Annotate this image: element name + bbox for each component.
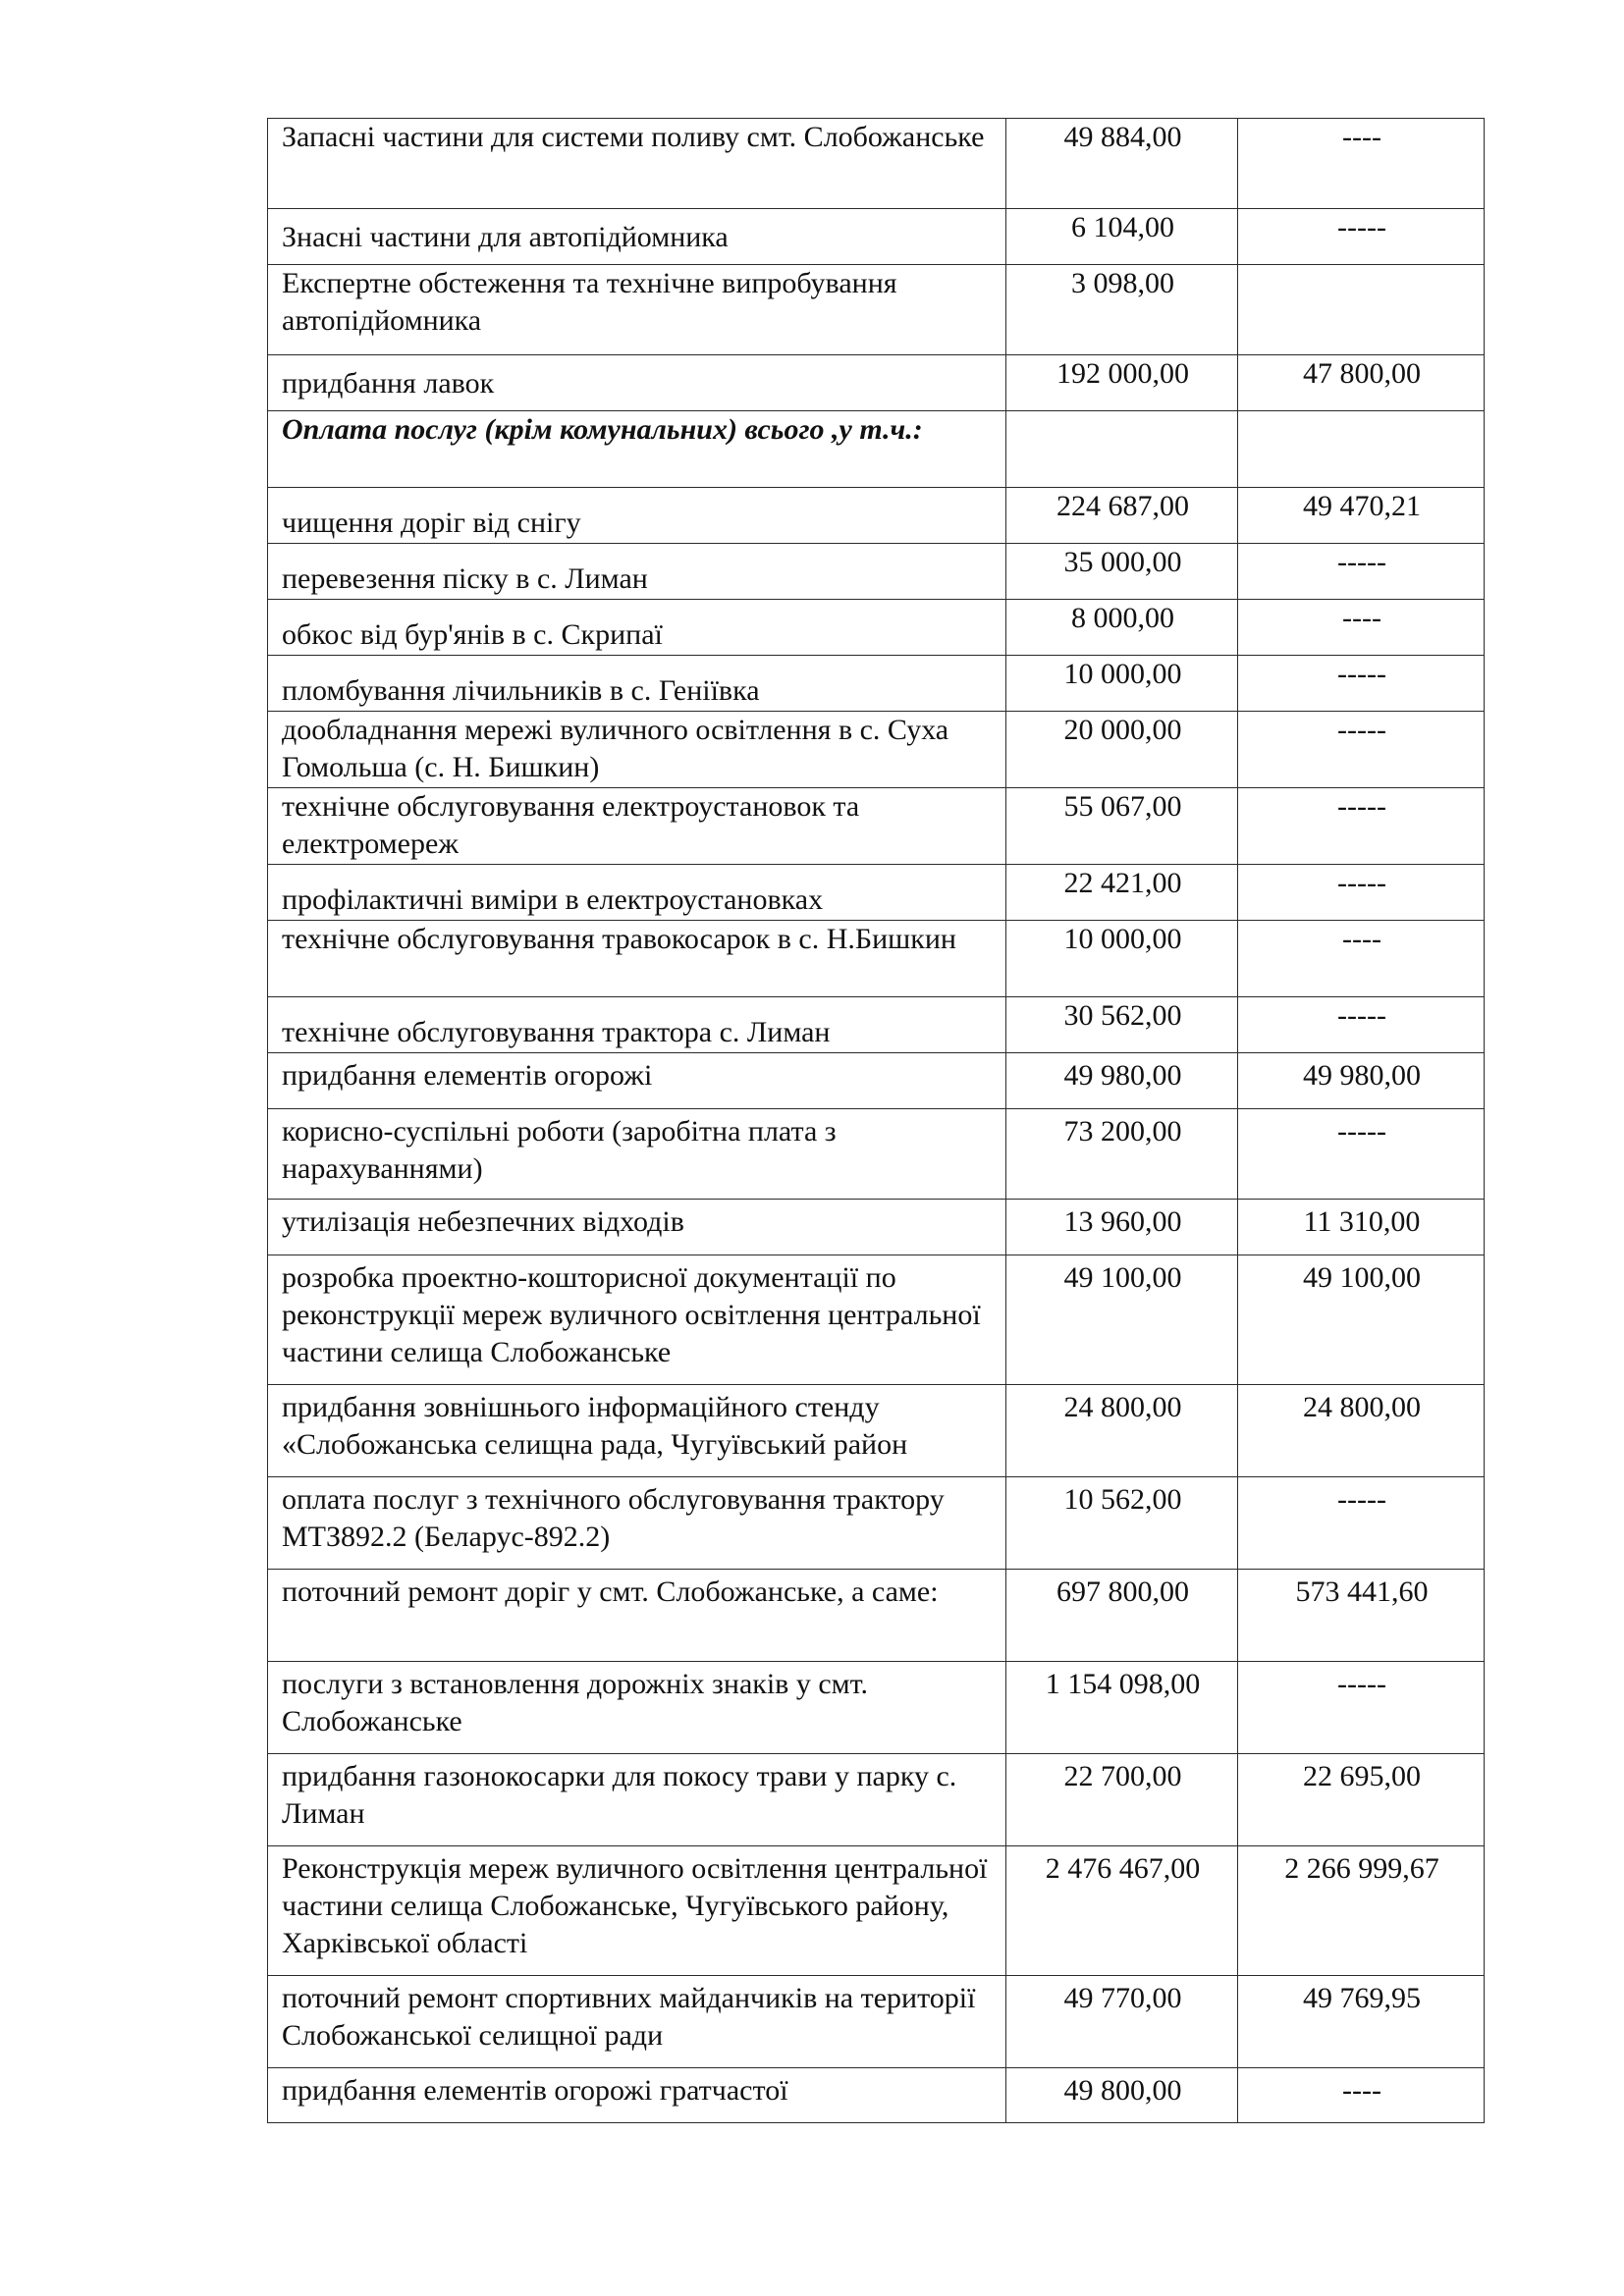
row-actual-amount: ---- (1238, 600, 1485, 656)
table-row (268, 1976, 1485, 2068)
table-row (268, 921, 1485, 997)
row-description: технічне обслуговування травокосарок в с. Н.Бишкин (268, 921, 1006, 997)
table-row (268, 1200, 1485, 1255)
row-actual-amount: ----- (1238, 656, 1485, 712)
row-actual-amount: 22 695,00 (1238, 1754, 1485, 1846)
row-actual-amount: 573 441,60 (1238, 1570, 1485, 1662)
row-description: Реконструкція мереж вуличного освітлення центральної частини селища Слобожанське, Чугуївського району, Харківської області (268, 1846, 1006, 1976)
row-plan-amount: 697 800,00 (1006, 1570, 1238, 1662)
row-description: розробка проектно-кошторисної документації по реконструкції мереж вуличного освітлення центральної частини селища Слобожанське (268, 1255, 1006, 1385)
row-actual-amount: ----- (1238, 1477, 1485, 1570)
row-plan-amount: 49 980,00 (1006, 1053, 1238, 1109)
row-plan-amount: 24 800,00 (1006, 1385, 1238, 1477)
table-row (268, 1754, 1485, 1846)
row-actual-amount (1238, 265, 1485, 355)
row-description: пломбування лічильників в с. Геніївка (268, 656, 1006, 712)
row-plan-amount: 30 562,00 (1006, 997, 1238, 1053)
row-actual-amount: ----- (1238, 712, 1485, 788)
table-row (268, 265, 1485, 355)
table-row (268, 865, 1485, 921)
row-plan-amount: 49 100,00 (1006, 1255, 1238, 1385)
row-plan-amount (1006, 411, 1238, 488)
table-row (268, 1662, 1485, 1754)
table-row (268, 119, 1485, 209)
table-row (268, 209, 1485, 265)
row-description: дообладнання мережі вуличного освітлення в с. Суха Гомольша (с. Н. Бишкин) (268, 712, 1006, 788)
table-row (268, 997, 1485, 1053)
row-description: придбання газонокосарки для покосу трави у парку с. Лиман (268, 1754, 1006, 1846)
row-actual-amount: 11 310,00 (1238, 1200, 1485, 1255)
row-plan-amount: 13 960,00 (1006, 1200, 1238, 1255)
table-row (268, 2068, 1485, 2123)
row-plan-amount: 73 200,00 (1006, 1109, 1238, 1200)
row-actual-amount: ---- (1238, 2068, 1485, 2123)
row-description: технічне обслуговування трактора с. Лиман (268, 997, 1006, 1053)
row-description: придбання зовнішнього інформаційного стенду «Слобожанська селищна рада, Чугуївський район (268, 1385, 1006, 1477)
row-plan-amount: 192 000,00 (1006, 355, 1238, 411)
row-plan-amount: 22 700,00 (1006, 1754, 1238, 1846)
table-row (268, 788, 1485, 865)
row-plan-amount: 2 476 467,00 (1006, 1846, 1238, 1976)
row-actual-amount: 49 470,21 (1238, 488, 1485, 544)
row-actual-amount (1238, 411, 1485, 488)
row-actual-amount: ----- (1238, 997, 1485, 1053)
budget-table (267, 118, 1485, 2123)
row-actual-amount: 2 266 999,67 (1238, 1846, 1485, 1976)
row-description: придбання лавок (268, 355, 1006, 411)
row-description: корисно-суспільні роботи (заробітна плата з нарахуваннями) (268, 1109, 1006, 1200)
table-row (268, 712, 1485, 788)
row-actual-amount: ----- (1238, 544, 1485, 600)
row-plan-amount: 49 770,00 (1006, 1976, 1238, 2068)
table-row (268, 488, 1485, 544)
section-heading: Оплата послуг (крім комунальних) всього ,у т.ч.: (268, 411, 1006, 488)
row-description: перевезення піску в с. Лиман (268, 544, 1006, 600)
table-row (268, 1053, 1485, 1109)
row-description: оплата послуг з технічного обслуговування трактору МТЗ892.2 (Беларус-892.2) (268, 1477, 1006, 1570)
row-plan-amount: 49 800,00 (1006, 2068, 1238, 2123)
row-actual-amount: 49 769,95 (1238, 1976, 1485, 2068)
table-row (268, 544, 1485, 600)
row-plan-amount: 35 000,00 (1006, 544, 1238, 600)
row-description: чищення доріг від снігу (268, 488, 1006, 544)
row-description: Знасні частини для автопідйомника (268, 209, 1006, 265)
row-actual-amount: ----- (1238, 1662, 1485, 1754)
row-actual-amount: ---- (1238, 119, 1485, 209)
row-plan-amount: 224 687,00 (1006, 488, 1238, 544)
row-plan-amount: 10 562,00 (1006, 1477, 1238, 1570)
table-row (268, 1477, 1485, 1570)
row-plan-amount: 10 000,00 (1006, 656, 1238, 712)
row-description: поточний ремонт спортивних майданчиків на території Слобожанської селищної ради (268, 1976, 1006, 2068)
table-row (268, 1846, 1485, 1976)
row-actual-amount: 24 800,00 (1238, 1385, 1485, 1477)
row-actual-amount: 47 800,00 (1238, 355, 1485, 411)
row-plan-amount: 3 098,00 (1006, 265, 1238, 355)
row-description: послуги з встановлення дорожніх знаків у смт. Слобожанське (268, 1662, 1006, 1754)
table-row (268, 1570, 1485, 1662)
row-plan-amount: 55 067,00 (1006, 788, 1238, 865)
row-actual-amount: ---- (1238, 921, 1485, 997)
table-row (268, 1255, 1485, 1385)
table-row (268, 355, 1485, 411)
row-description: утилізація небезпечних відходів (268, 1200, 1006, 1255)
row-actual-amount: ----- (1238, 788, 1485, 865)
table-row (268, 1385, 1485, 1477)
row-actual-amount: ----- (1238, 1109, 1485, 1200)
row-description: обкос від бур'янів в с. Скрипаї (268, 600, 1006, 656)
row-plan-amount: 10 000,00 (1006, 921, 1238, 997)
row-description: технічне обслуговування електроустановок та електромереж (268, 788, 1006, 865)
row-description: придбання елементів огорожі гратчастої (268, 2068, 1006, 2123)
table-row (268, 1109, 1485, 1200)
row-plan-amount: 20 000,00 (1006, 712, 1238, 788)
row-description: профілактичні виміри в електроустановках (268, 865, 1006, 921)
row-description: Експертне обстеження та технічне випробування автопідйомника (268, 265, 1006, 355)
row-plan-amount: 6 104,00 (1006, 209, 1238, 265)
row-description: придбання елементів огорожі (268, 1053, 1006, 1109)
row-description: Запасні частини для системи поливу смт. Слобожанське (268, 119, 1006, 209)
section-header-row (268, 411, 1485, 488)
row-plan-amount: 1 154 098,00 (1006, 1662, 1238, 1754)
row-actual-amount: 49 100,00 (1238, 1255, 1485, 1385)
row-actual-amount: ----- (1238, 209, 1485, 265)
row-plan-amount: 22 421,00 (1006, 865, 1238, 921)
row-plan-amount: 8 000,00 (1006, 600, 1238, 656)
table-row (268, 656, 1485, 712)
row-description: поточний ремонт доріг у смт. Слобожанське, а саме: (268, 1570, 1006, 1662)
row-actual-amount: 49 980,00 (1238, 1053, 1485, 1109)
row-plan-amount: 49 884,00 (1006, 119, 1238, 209)
row-actual-amount: ----- (1238, 865, 1485, 921)
table-row (268, 600, 1485, 656)
